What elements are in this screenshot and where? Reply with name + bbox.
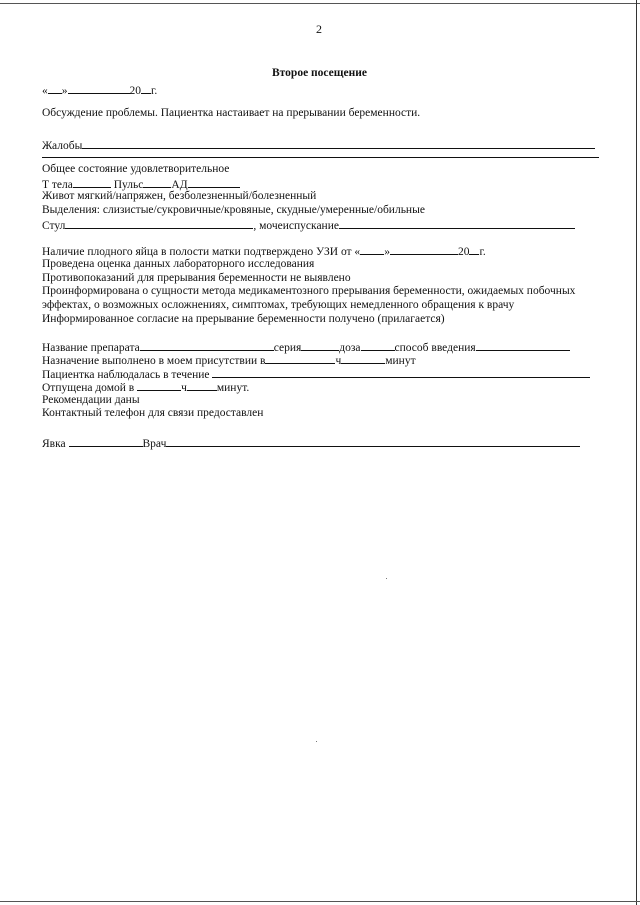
usg-line: Наличие плодного яйца в полости матки подтверждено УЗИ от « » 20 г. [42,243,486,259]
scan-speck [316,741,317,742]
stool-urination-line: Стул , мочеиспускание [42,217,575,233]
recommendations-text: Рекомендации даны [42,394,140,406]
administered-line: Назначение выполнено в моем присутствии в ч минут [42,352,416,368]
scan-edge-right [636,0,637,905]
observed-line: Пациентка наблюдалась в течение [42,366,590,382]
sent-home-line: Отпущена домой в ч минут. [42,379,249,395]
scan-speck [386,578,387,579]
scan-edge-top [0,3,640,4]
contraindications-text: Противопоказаний для прерывания беременности не выявлено [42,272,351,284]
contact-text: Контактный телефон для связи предоставлен [42,407,264,419]
complaints-field: Жалобы [42,137,595,153]
discharge-text: Выделения: слизистые/сукровичные/кровяные, скудные/умеренные/обильные [42,204,425,216]
discussion-text: Обсуждение проблемы. Пациентка настаивает на прерывании беременности. [42,107,421,119]
drug-line: Название препарата серия доза способ введения [42,339,570,355]
scan-edge-bottom [0,901,640,902]
informed-text-1: Проинформирована о сущности метода медикаментозного прерывания беременности, ожидаемых побочных [42,285,576,297]
abdomen-text: Живот мягкий/напряжен, безболезненный/болезненный [42,190,317,202]
page-title: Второе посещение [272,67,367,79]
consent-text: Информированное согласие на прерывание беременности получено (прилагается) [42,313,445,325]
date-line: « » 20 г. [42,82,157,98]
lab-text: Проведена оценка данных лабораторного исследования [42,258,315,270]
visit-doctor-line: Явка Врач [42,435,580,451]
informed-text-2: эффектах, о возможных осложнениях, симптомах, требующих немедленного обращения к врачу [42,299,515,311]
complaints-line-2 [42,157,599,158]
vitals-line: Т тела Пульс АД [42,176,240,192]
page-number: 2 [316,22,322,36]
general-state: Общее состояние удовлетворительное [42,163,230,175]
